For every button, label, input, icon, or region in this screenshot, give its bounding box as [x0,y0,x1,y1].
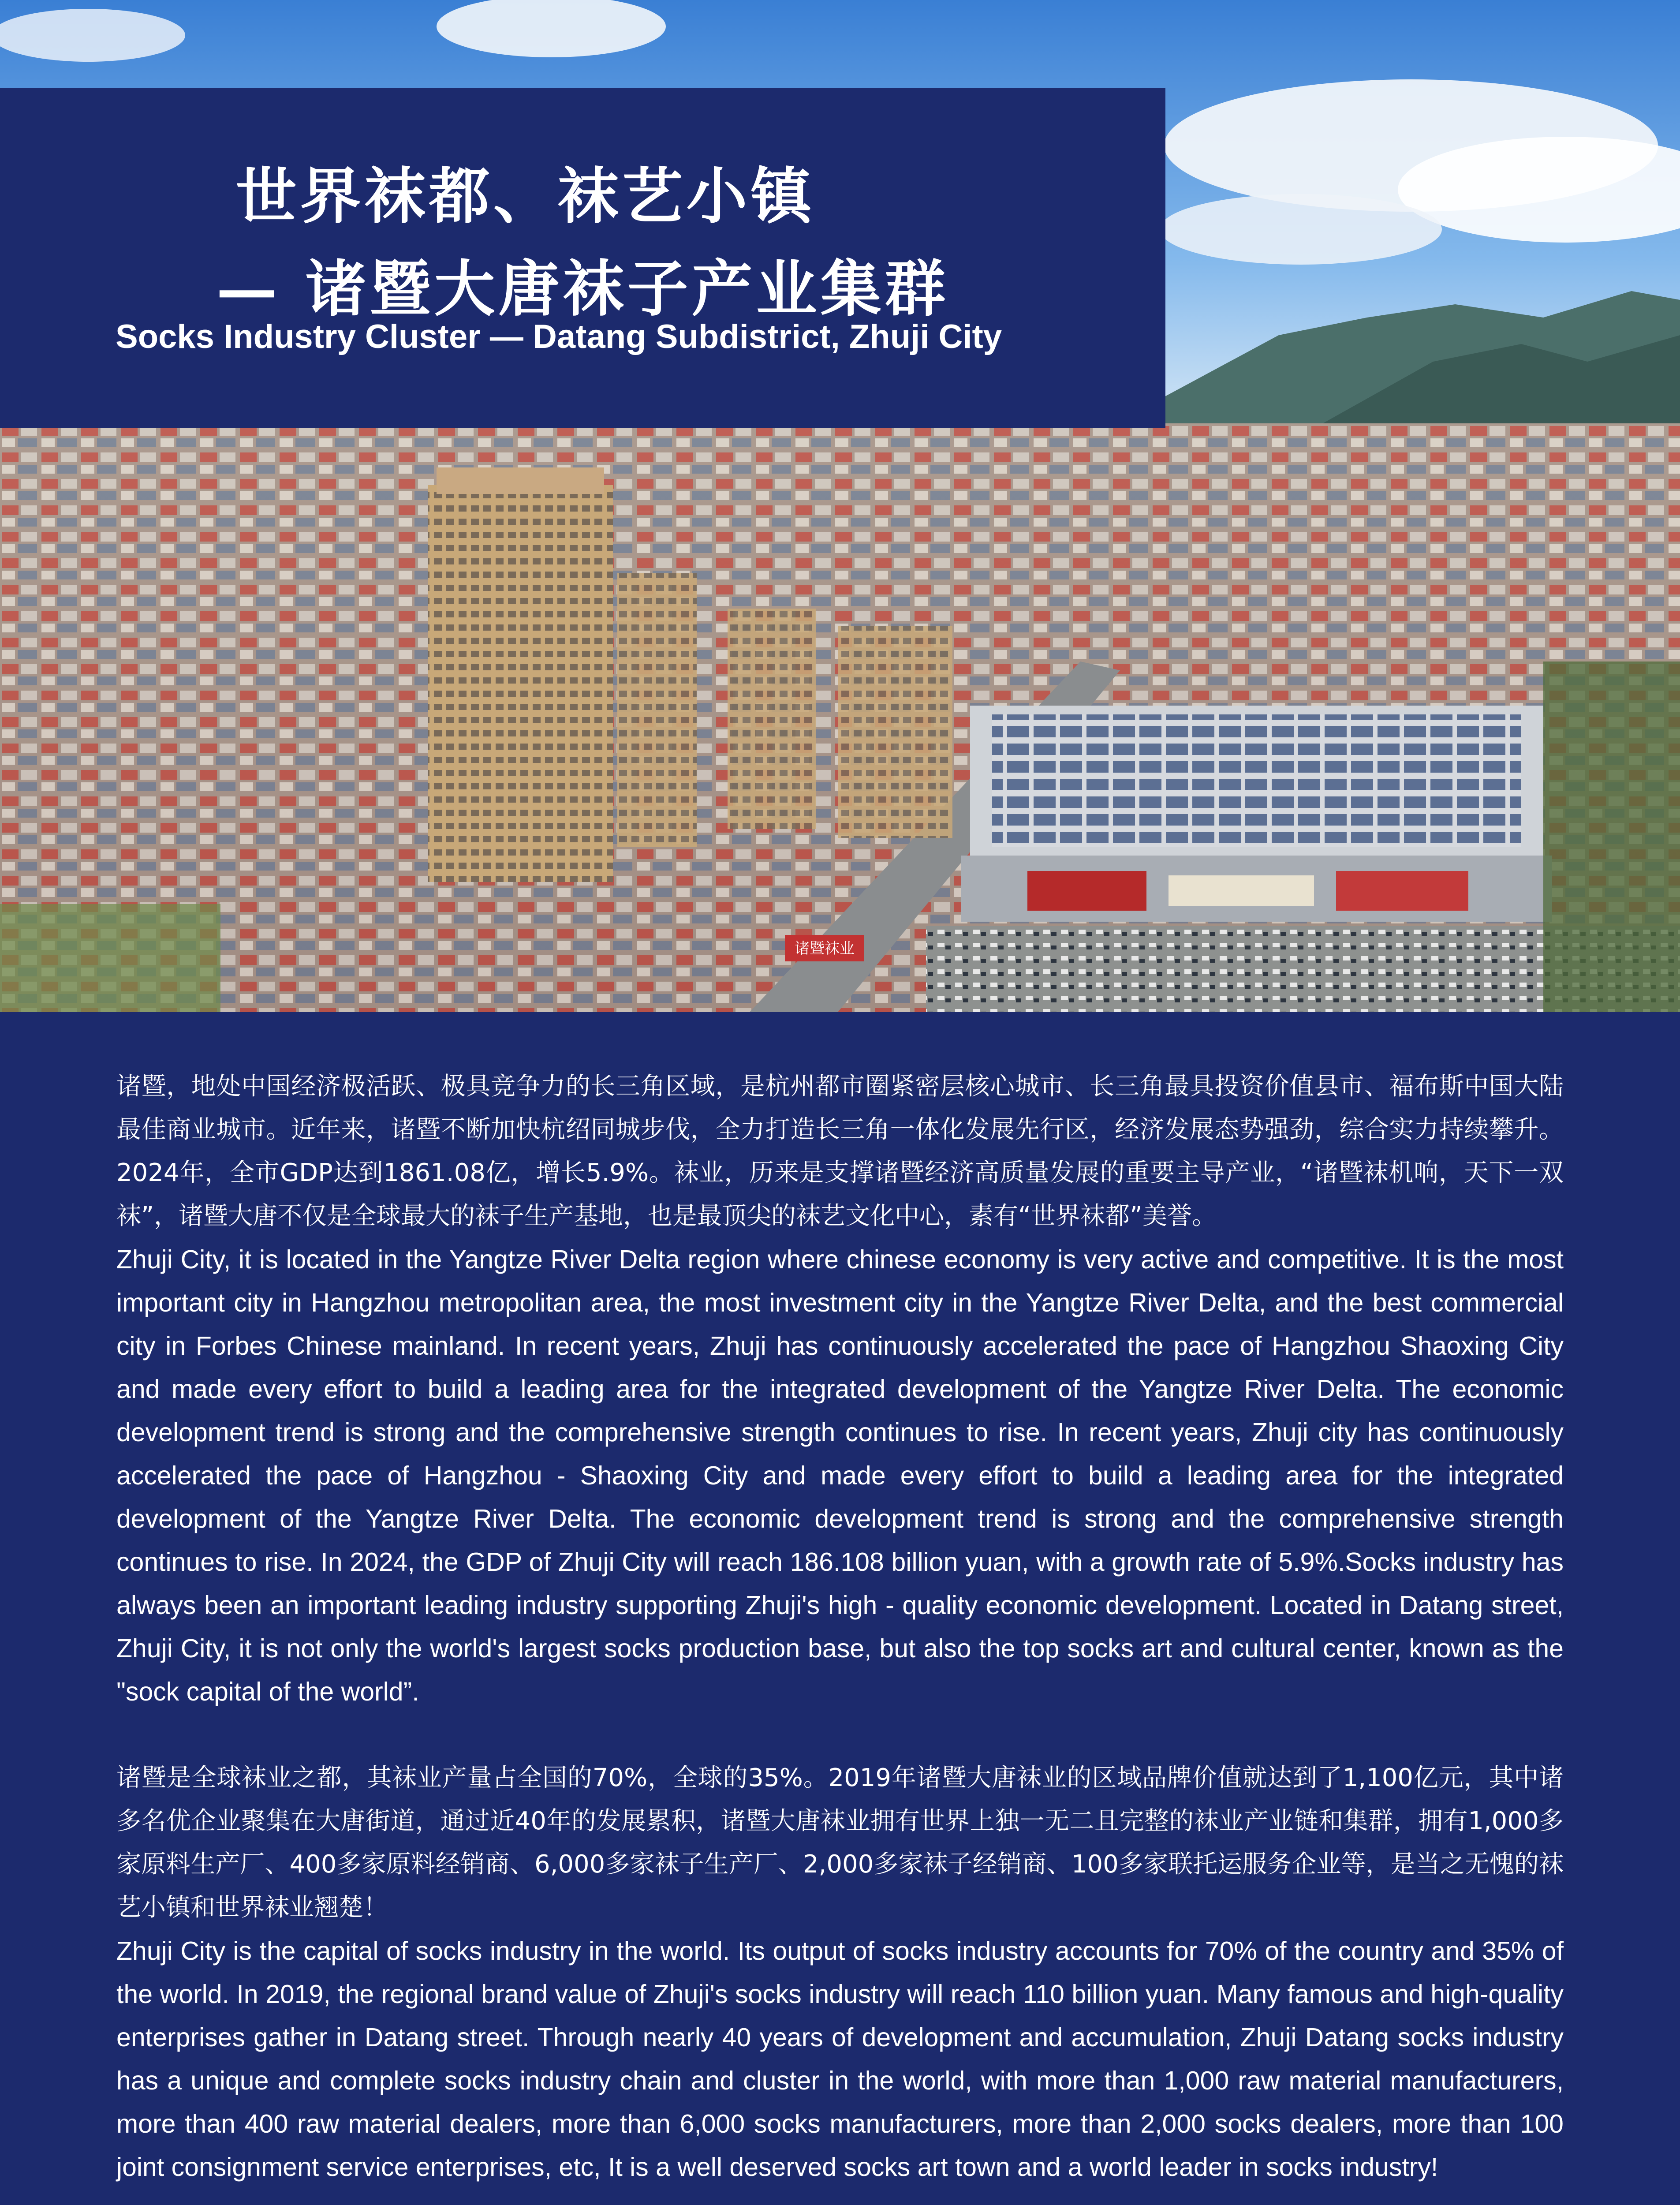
article-body [116,1065,1564,2189]
paragraph-spacer [116,1713,1564,1757]
paragraph-2-english: Zhuji City is the capital of socks industry in the world. Its output of socks industry accounts for 70% of the country and 35% of the world. In 2019, the regional brand value of Zhuji's socks industry will reach 110 billion yuan. Many famous and high-quality enterprises gather in Datang street. Through nearly 40 years of development and accumulation, Zhuji Datang socks industry has a unique and complete socks industry chain and cluster in the world, with more than 1,000 raw material manufacturers, more than 400 raw material dealers, more than 6,000 socks manufacturers, more than 2,000 socks dealers, more than 100 joint consignment service enterprises, etc, It is a well deserved socks art town and a world leader in socks industry! [116,1936,1564,2182]
paragraph-2-chinese: 诸暨是全球袜业之都，其袜业产量占全国的70%，全球的35%。2019年诸暨大唐袜业的区域品牌价值就达到了1,100亿元，其中诸多名优企业聚集在大唐街道，通过近40年的发展累积，诸暨大唐袜业拥有世界上独一无二且完整的袜业产业链和集群，拥有1,000多家原料生产厂、400多家原料经销商、6,000多家袜子生产厂、2,000多家袜子经销商、100多家联托运服务企业等，是当之无愧的袜艺小镇和世界袜业翘楚！ [116,1764,1564,1922]
billboard-label: 诸暨袜业 [795,940,855,957]
title-chinese-line1: 世界袜都、袜艺小镇 [235,160,815,232]
title-chinese-line2: — 诸暨大唐袜子产业集群 [216,253,949,325]
title-english: Socks Industry Cluster — Datang Subdistrict, Zhuji City [116,318,1002,355]
title-panel [0,88,1165,428]
paragraph-1-english: Zhuji City, it is located in the Yangtze River Delta region where chinese economy is very active and competitive. It is the most important city in Hangzhou metropolitan area, the most investment city in the Yangtze River Delta, and the best commercial city in Forbes Chinese mainland. In recent years, Zhuji has continuously accelerated the pace of Hangzhou Shaoxing City and made every effort to build a leading area for the integrated development of the Yangtze River Delta. The economic development trend is strong and the comprehensive strength continues to rise. In recent years, Zhuji city has continuously accelerated the pace of Hangzhou - Shaoxing City and made every effort to build a leading area for the integrated development of the Yangtze River Delta. The economic development trend is strong and the comprehensive strength continues to rise. In 2024, the GDP of Zhuji City will reach 186.108 billion yuan, with a growth rate of 5.9%.Socks industry has always been an important leading industry supporting Zhuji's high - quality economic development. Located in Datang street, Zhuji City, it is not only the world's largest socks production base, but also the top socks art and cultural center, known as the "sock capital of the world”. [116,1245,1564,1706]
paragraph-1-chinese: 诸暨，地处中国经济极活跃、极具竞争力的长三角区域，是杭州都市圈紧密层核心城市、长三角最具投资价值县市、福布斯中国大陆最佳商业城市。近年来，诸暨不断加快杭绍同城步伐，全力打造长三角一体化发展先行区，经济发展态势强劲，综合实力持续攀升。2024年，全市GDP达到1861.08亿，增长5.9%。袜业，历来是支撑诸暨经济高质量发展的重要主导产业，“诸暨袜机响，天下一双袜”，诸暨大唐不仅是全球最大的袜子生产基地，也是最顶尖的袜艺文化中心，素有“世界袜都”美誉。 [116,1072,1564,1230]
